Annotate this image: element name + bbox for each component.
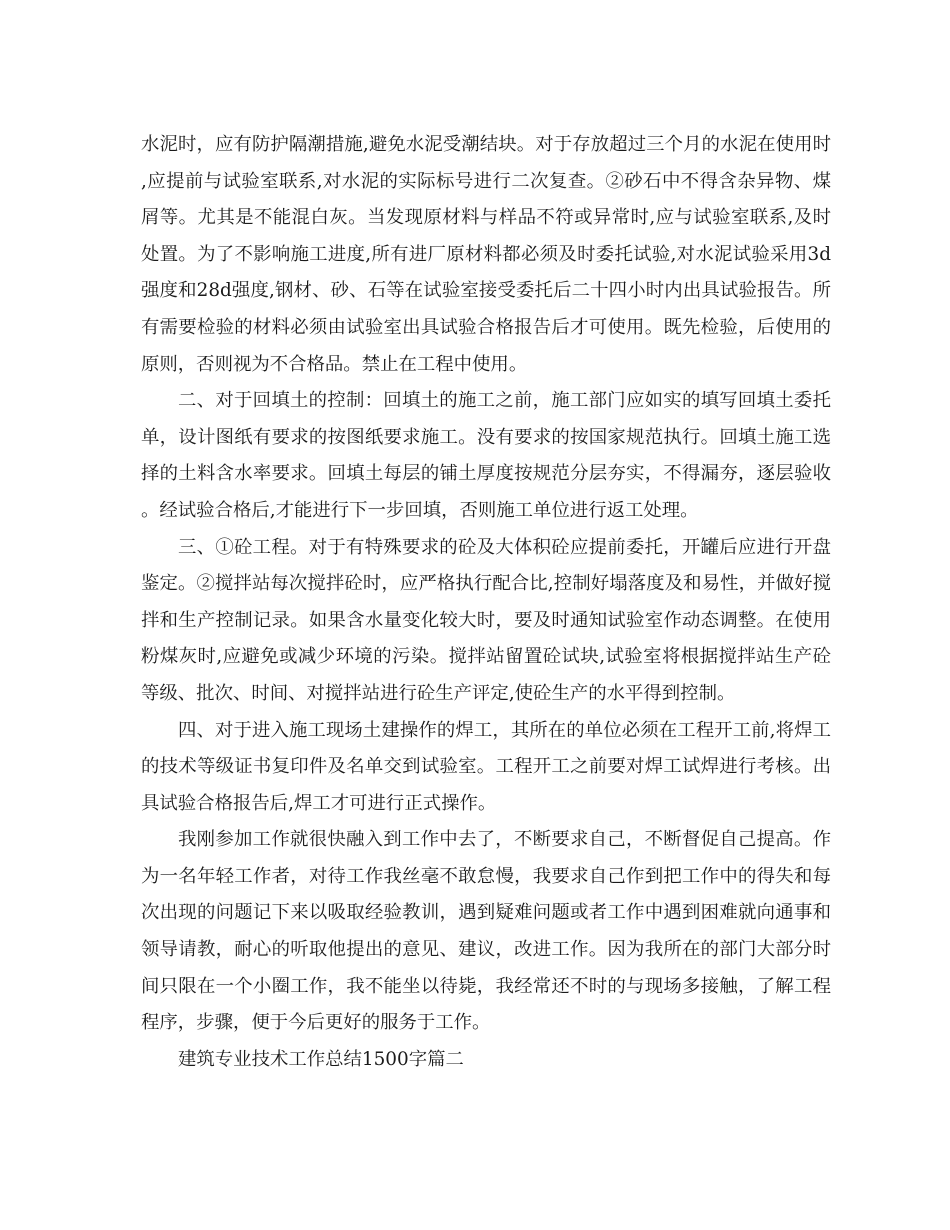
section-heading: 建筑专业技术工作总结1500字篇二: [178, 1048, 464, 1070]
paragraph-materials: 水泥时，应有防护隔潮措施,避免水泥受潮结块。对于存放超过三个月的水泥在使用时,应提前与试验室联系,对水泥的实际标号进行二次复查。②砂石中不得含杂异物、煤屑等。尤其是不能混白灰。当发现原材料与样品不符或异常时,应与试验室联系,及时处置。为了不影响施工进度,所有进厂原材料都必须及时委托试验,对水泥试验采用3d强度和28d强度,钢材、砂、石等在试验室接受委托后二十四小时内出具试验报告。所有需要检验的材料必须由试验室出具试验合格报告后才可使用。既先检验，后使用的原则，否则视为不合格品。禁止在工程中使用。: [141, 134, 831, 375]
paragraph-personal-summary: 我刚参加工作就很快融入到工作中去了，不断要求自己，不断督促自己提高。作为一名年轻工作者，对待工作我丝毫不敢怠慢，我要求自己作到把工作中的得失和每次出现的问题记下来以吸取经验教训，遇到疑难问题或者工作中遇到困难就向通事和领导请教，耐心的听取他提出的意见、建议，改进工作。因为我所在的部门大部分时间只限在一个小圈工作，我不能坐以待毙，我经常还不时的与现场多接触，了解工程程序，步骤，便于今后更好的服务于工作。: [141, 829, 831, 1034]
document-body: [141, 127, 831, 1078]
paragraph-backfill: 二、对于回填土的控制：回填土的施工之前，施工部门应如实的填写回填土委托单，设计图纸有要求的按图纸要求施工。没有要求的按国家规范执行。回填土施工选择的土料含水率要求。回填土每层的铺土厚度按规范分层夯实，不得漏夯，逐层验收。经试验合格后,才能进行下一步回填，否则施工单位进行返工处理。: [141, 390, 831, 521]
paragraph-concrete: 三、①砼工程。对于有特殊要求的砼及大体积砼应提前委托，开罐后应进行开盘鉴定。②搅拌站每次搅拌砼时，应严格执行配合比,控制好塌落度及和易性，并做好搅拌和生产控制记录。如果含水量变化较大时，要及时通知试验室作动态调整。在使用粉煤灰时,应避免或减少环境的污染。搅拌站留置砼试块,试验室将根据搅拌站生产砼等级、批次、时间、对搅拌站进行砼生产评定,使砼生产的水平得到控制。: [141, 536, 831, 704]
paragraph-welders: 四、对于进入施工现场土建操作的焊工，其所在的单位必须在工程开工前,将焊工的技术等级证书复印件及名单交到试验室。工程开工之前要对焊工试焊进行考核。出具试验合格报告后,焊工才可进行正式操作。: [141, 719, 831, 814]
